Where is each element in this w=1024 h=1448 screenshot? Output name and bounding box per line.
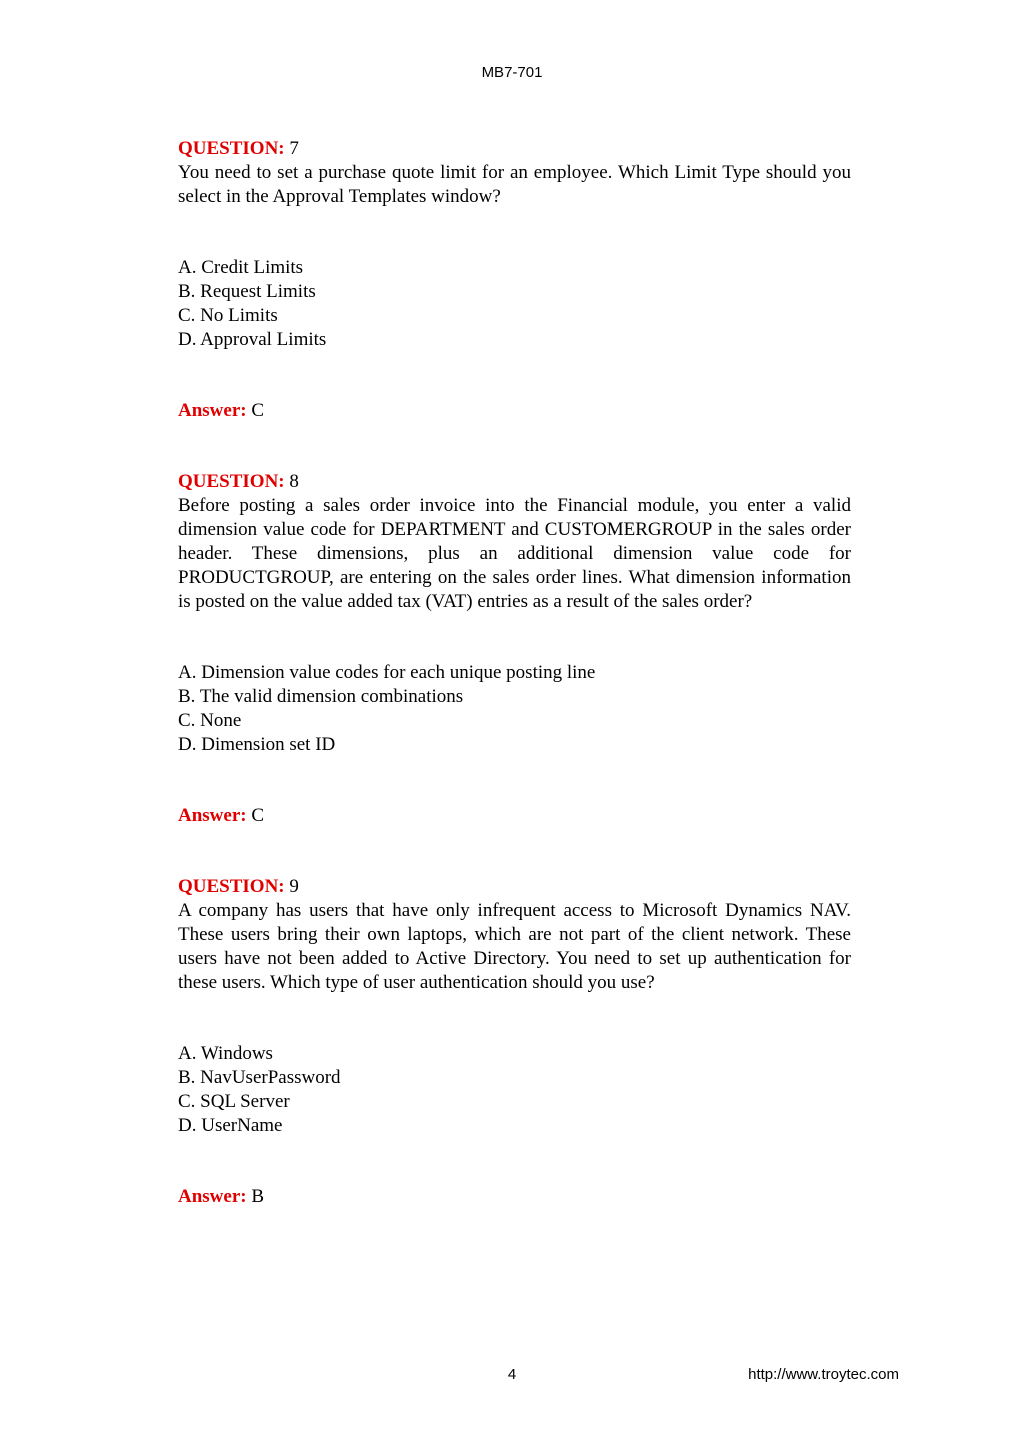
- question-heading: [178, 137, 851, 161]
- question-heading: [178, 470, 851, 494]
- question-text: A company has users that have only infrequent access to Microsoft Dynamics NAV. These users bring their own laptops, which are not part of the client network. These users have not been added to Active Directory. You need to set up authentication for these users. Which type of user authentication should you use?: [178, 900, 851, 993]
- answer-value: C: [251, 805, 265, 826]
- spacer: [178, 423, 851, 470]
- document-body: [178, 137, 851, 1209]
- question-heading: [178, 875, 851, 899]
- option-b: B. Request Limits: [178, 281, 316, 302]
- answer-line: [178, 804, 851, 828]
- answer-value: C: [251, 400, 265, 421]
- answer-label: Answer:: [178, 1186, 247, 1207]
- option-c: C. None: [178, 710, 242, 731]
- answer-options: [178, 1042, 851, 1138]
- option-d: D. UserName: [178, 1115, 283, 1136]
- option-c: C. No Limits: [178, 305, 278, 326]
- option-a: A. Credit Limits: [178, 257, 304, 278]
- option-d: D. Approval Limits: [178, 329, 327, 350]
- page-number: 4: [507, 1366, 517, 1383]
- answer-line: [178, 399, 851, 423]
- question-text: Before posting a sales order invoice into the Financial module, you enter a valid dimension value code for DEPARTMENT and CUSTOMERGROUP in the sales order header. These dimensions, plus an additional dimension value code for PRODUCTGROUP, are entering on the sales order lines. What dimension information is posted on the value added tax (VAT) entries as a result of the sales order?: [178, 495, 851, 612]
- spacer: [178, 828, 851, 875]
- option-c: C. SQL Server: [178, 1091, 290, 1112]
- question-label: QUESTION:: [178, 876, 285, 897]
- option-d: D. Dimension set ID: [178, 734, 336, 755]
- question-number: 8: [289, 471, 299, 492]
- answer-value: B: [251, 1186, 265, 1207]
- question-block-7: [178, 137, 851, 423]
- answer-options: [178, 661, 851, 757]
- answer-line: [178, 1185, 851, 1209]
- question-number: 7: [289, 138, 299, 159]
- question-block-9: [178, 875, 851, 1209]
- question-number: 9: [289, 876, 299, 897]
- option-b: B. The valid dimension combinations: [178, 686, 464, 707]
- footer-url-link[interactable]: http://www.troytec.com: [748, 1366, 899, 1383]
- question-block-8: [178, 470, 851, 828]
- answer-label: Answer:: [178, 400, 247, 421]
- option-a: A. Windows: [178, 1043, 273, 1064]
- question-label: QUESTION:: [178, 138, 285, 159]
- answer-label: Answer:: [178, 805, 247, 826]
- option-a: A. Dimension value codes for each unique posting line: [178, 662, 596, 683]
- page-header-title: MB7-701: [481, 64, 543, 81]
- answer-options: [178, 256, 851, 352]
- option-b: B. NavUserPassword: [178, 1067, 341, 1088]
- question-label: QUESTION:: [178, 471, 285, 492]
- question-text: You need to set a purchase quote limit for an employee. Which Limit Type should you select in the Approval Templates window?: [178, 162, 851, 207]
